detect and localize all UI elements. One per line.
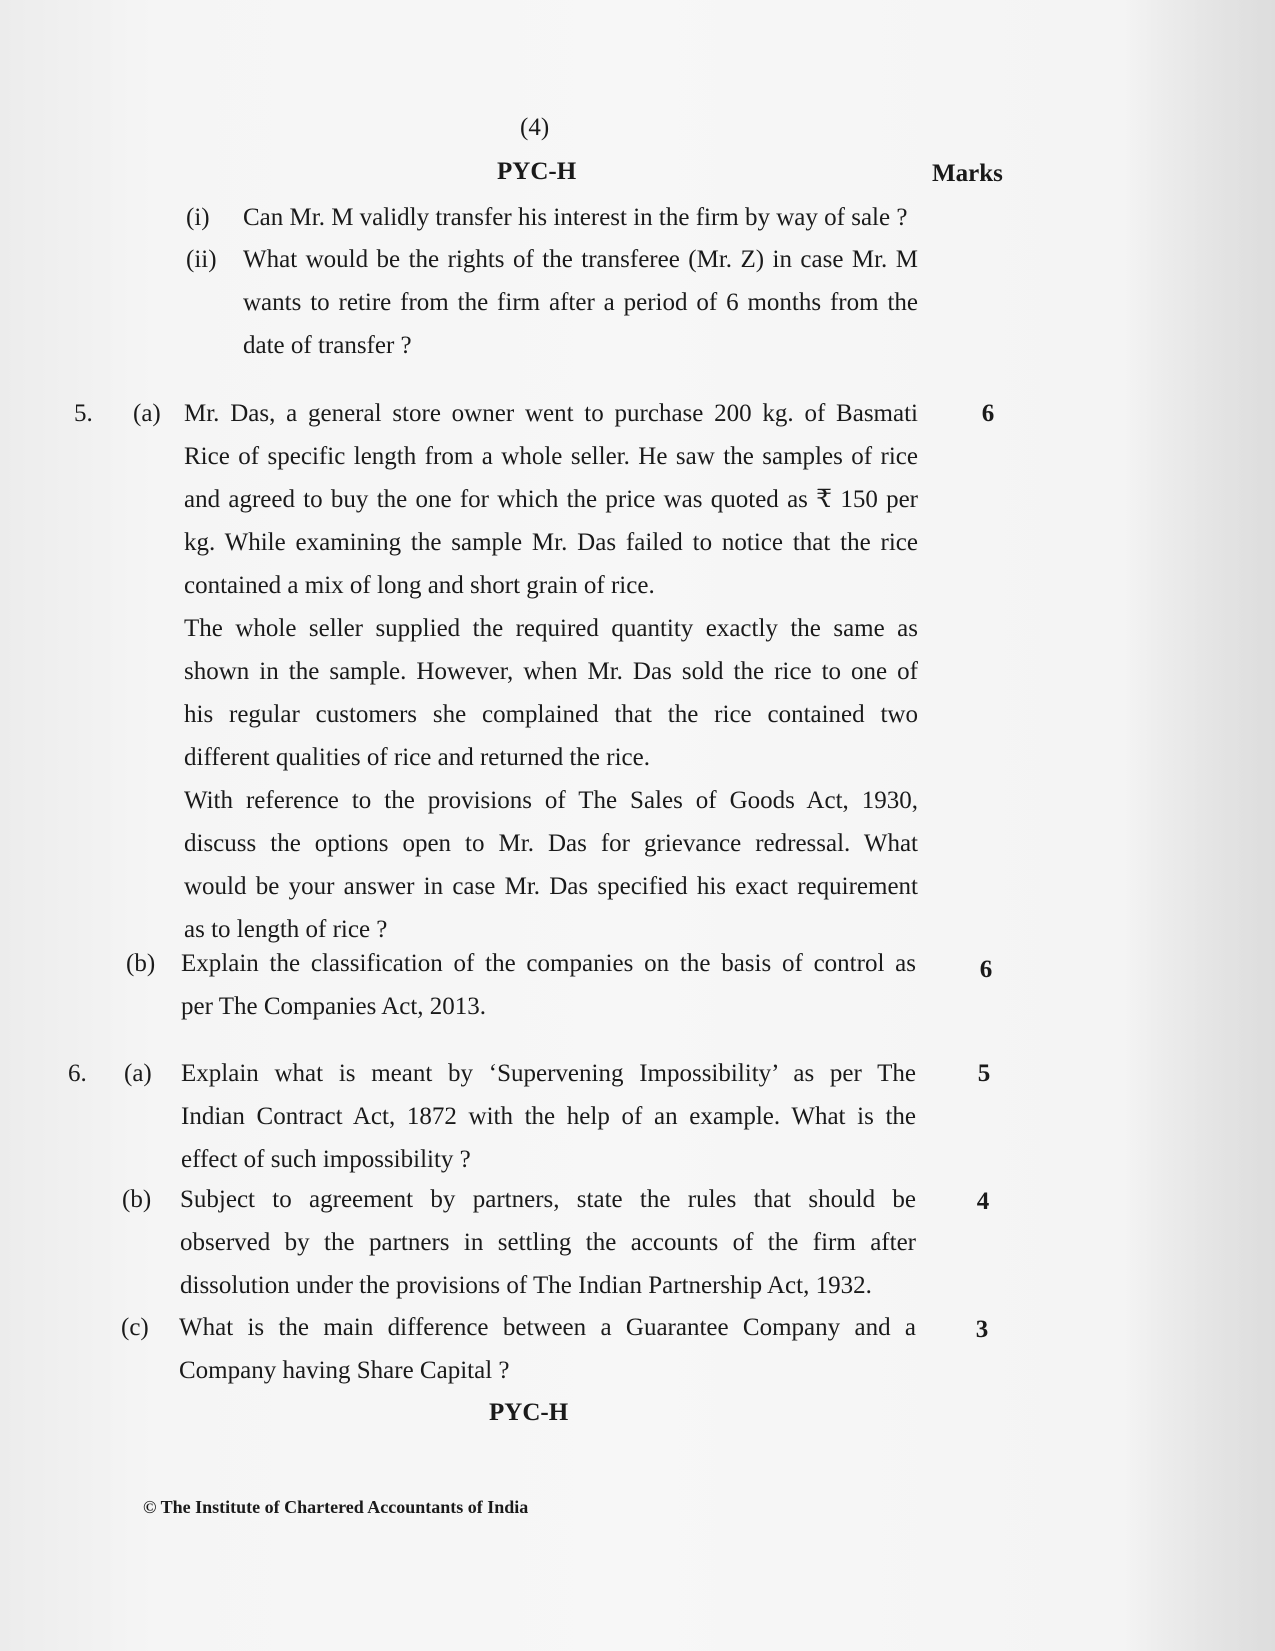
copyright-notice: © The Institute of Chartered Accountants of India xyxy=(143,1497,529,1517)
text-line: Subject to agreement by partners, state the rules that should be xyxy=(180,1186,916,1213)
text-line: Indian Contract Act, 1872 with the help of an example. What is the xyxy=(181,1103,916,1130)
text-line: discuss the options open to Mr. Das for grievance redressal. What xyxy=(184,830,918,857)
q4-i-text: Can Mr. M validly transfer his interest in the firm by way of sale ? xyxy=(243,204,908,231)
text-line: date of transfer ? xyxy=(243,332,412,359)
text-line: kg. While examining the sample Mr. Das failed to notice that the rice xyxy=(184,529,918,556)
q5-a-marks: 6 xyxy=(981,400,995,427)
text-line: per The Companies Act, 2013. xyxy=(181,993,487,1020)
q5-number: 5. xyxy=(74,400,93,427)
q6-b-label: (b) xyxy=(122,1186,152,1213)
text-line: Mr. Das, a general store owner went to purchase 200 kg. of Basmati xyxy=(184,400,918,427)
page-shadow xyxy=(1125,0,1275,1651)
text-line: would be your answer in case Mr. Das specified his exact requirement xyxy=(184,873,918,900)
text-line: wants to retire from the firm after a period of 6 months from the xyxy=(243,289,918,316)
q5-b-label: (b) xyxy=(126,950,156,977)
q6-a-marks: 5 xyxy=(977,1060,991,1087)
text-line: dissolution under the provisions of The Indian Partnership Act, 1932. xyxy=(180,1272,872,1299)
text-line: What is the main difference between a Guarantee Company and a xyxy=(179,1314,916,1341)
text-line: effect of such impossibility ? xyxy=(181,1146,471,1173)
q6-c-label: (c) xyxy=(121,1314,149,1341)
text-line: different qualities of rice and returned the rice. xyxy=(184,744,650,771)
text-line: The whole seller supplied the required quantity exactly the same as xyxy=(184,615,918,642)
text-line: Company having Share Capital ? xyxy=(179,1357,510,1384)
text-line: What would be the rights of the transferee (Mr. Z) in case Mr. M xyxy=(243,246,918,273)
text-line: contained a mix of long and short grain of rice. xyxy=(184,572,655,599)
q4-i-label: (i) xyxy=(186,204,210,231)
text-line: observed by the partners in settling the accounts of the firm after xyxy=(180,1229,916,1256)
q5-b-marks: 6 xyxy=(979,956,993,983)
q4-ii-text xyxy=(243,238,918,367)
text-line: With reference to the provisions of The Sales of Goods Act, 1930, xyxy=(184,787,918,814)
q6-number: 6. xyxy=(68,1060,87,1087)
q4-ii-label: (ii) xyxy=(186,246,217,273)
text-line: Rice of specific length from a whole seller. He saw the samples of rice xyxy=(184,443,918,470)
q5-a-label: (a) xyxy=(133,400,161,427)
text-line: shown in the sample. However, when Mr. Das sold the rice to one of xyxy=(184,658,918,685)
text-line: Explain the classification of the companies on the basis of control as xyxy=(181,950,916,977)
q5-a-text xyxy=(184,392,918,951)
q6-a-text xyxy=(181,1052,916,1181)
q6-b-marks: 4 xyxy=(976,1188,990,1215)
text-line: Explain what is meant by ‘Supervening Impossibility’ as per The xyxy=(181,1060,916,1087)
page-number: (4) xyxy=(520,114,550,141)
q6-c-text xyxy=(179,1306,916,1392)
text-line: his regular customers she complained that the rice contained two xyxy=(184,701,918,728)
q6-c-marks: 3 xyxy=(975,1316,989,1343)
marks-column-header: Marks xyxy=(932,160,1003,187)
paper-code-footer: PYC-H xyxy=(489,1399,569,1426)
q6-a-label: (a) xyxy=(124,1060,152,1087)
text-line: and agreed to buy the one for which the price was quoted as ₹ 150 per xyxy=(184,486,918,513)
q5-b-text xyxy=(181,942,916,1028)
q6-b-text xyxy=(180,1178,916,1307)
text-line: as to length of rice ? xyxy=(184,916,388,943)
paper-code-header: PYC-H xyxy=(497,158,577,185)
